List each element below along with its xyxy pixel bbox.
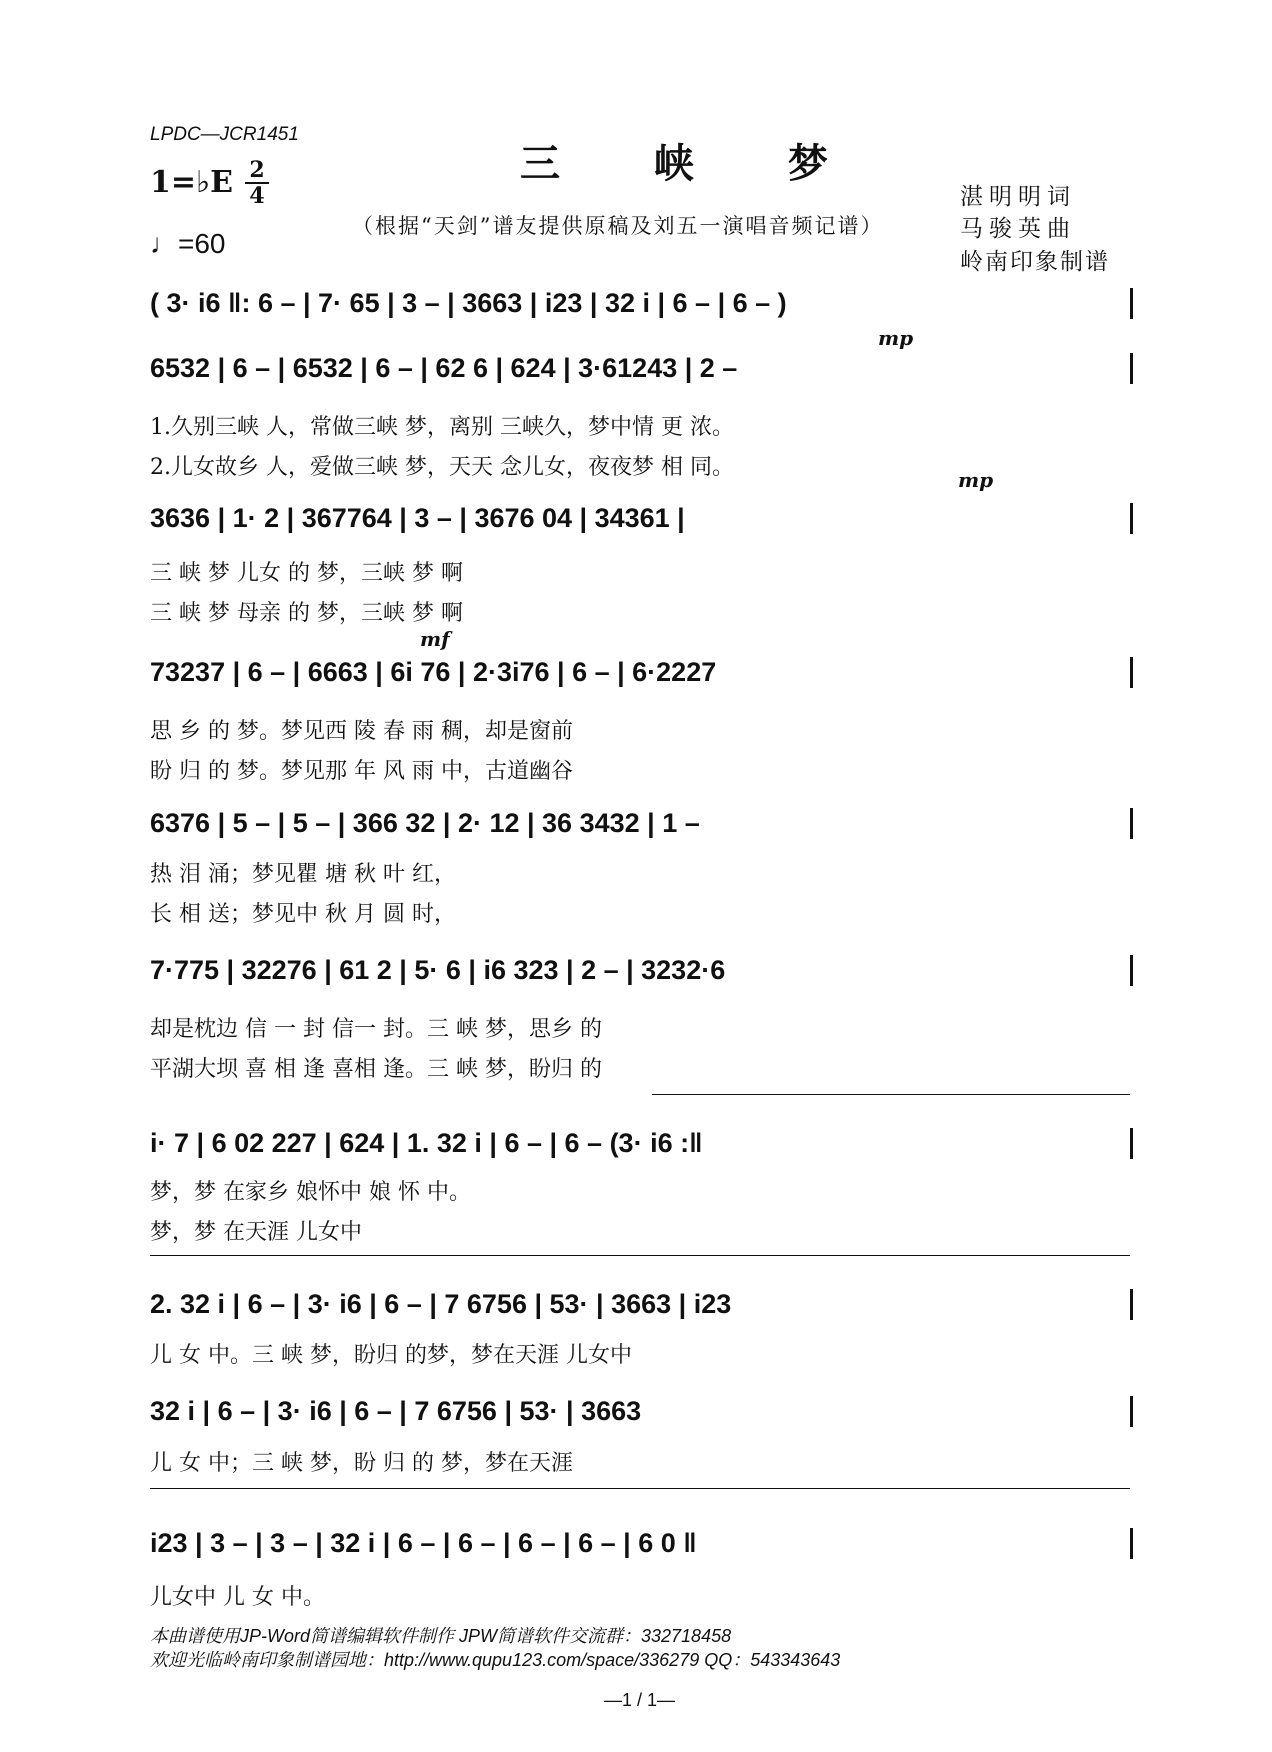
arranger-credit: 岭南印象制谱 xyxy=(960,249,1110,275)
lyric-line-verse2: 平湖大坝 喜 相 逢 喜相 逢。三 峡 梦，盼归 的 xyxy=(150,1057,602,1082)
lyric-line-verse1: 热 泪 涌；梦见瞿 塘 秋 叶 红， xyxy=(150,862,456,887)
song-title: 三 峡 梦 xyxy=(520,140,868,187)
lyricist-credit: 湛明明词 xyxy=(960,184,1076,210)
lyric-line-verse1: 思 乡 的 梦。梦见西 陵 春 雨 稠，却是窗前 xyxy=(150,719,573,744)
lyric-line-verse2: 盼 归 的 梦。梦见那 年 风 雨 中，古道幽谷 xyxy=(150,759,573,784)
score-line-5: 6376 | 5 – | 5 – | 366 32 | 2· 12 | 36 3432 | 1 – xyxy=(150,808,1133,839)
lyric-line-verse1: 三 峡 梦 儿女 的 梦，三峡 梦 啊 xyxy=(150,561,463,586)
lyric-line-verse1: 1.久别三峡 人，常做三峡 梦，离别 三峡久，梦中情 更 浓。 xyxy=(150,415,734,440)
lyric-line-verse2: 三 峡 梦 母亲 的 梦，三峡 梦 啊 xyxy=(150,601,463,626)
dynamic-mark-mp: mp xyxy=(878,326,914,350)
composer-credit: 马骏英曲 xyxy=(960,216,1076,242)
page-number: —1 / 1— xyxy=(604,1690,676,1710)
score-line-6: 7·775 | 32276 | 61 2 | 5· 6 | i6 323 | 2 – | 3232·6 xyxy=(150,955,1133,986)
score-line-3: 3636 | 1· 2 | 367764 | 3 – | 3676 04 | 34361 | xyxy=(150,503,1133,534)
time-signature-bottom: 4 xyxy=(245,182,269,208)
coda-bracket xyxy=(150,1488,1130,1489)
footer-website-note: 欢迎光临岭南印象制谱园地：http://www.qupu123.com/space/336279 QQ：543343643 xyxy=(150,1650,841,1670)
score-line-1: ( 3· i6 ‖: 6 – | 7· 65 | 3 – | 3663 | i23 | 32 i | 6 – | 6 – ) xyxy=(150,288,1133,319)
lyric-line: 儿 女 中。三 峡 梦，盼归 的梦，梦在天涯 儿女中 xyxy=(150,1343,632,1368)
lyric-line-verse1: 梦，梦 在家乡 娘怀中 娘 怀 中。 xyxy=(150,1180,471,1205)
volta-bracket-1 xyxy=(652,1094,1130,1095)
lyric-line-verse1: 却是枕边 信 一 封 信一 封。三 峡 梦，思乡 的 xyxy=(150,1017,602,1042)
subtitle-note: （根据“天剑”谱友提供原稿及刘五一演唱音频记谱） xyxy=(352,214,884,238)
dynamic-mark-mp: mp xyxy=(958,468,994,492)
time-signature xyxy=(245,158,269,208)
score-line-10: i23 | 3 – | 3 – | 32 i | 6 – | 6 – | 6 – | 6 – | 6 0 ‖ xyxy=(150,1528,1133,1559)
score-line-9: 32 i | 6 – | 3· i6 | 6 – | 7 6756 | 53· | 3663 xyxy=(150,1396,1133,1427)
lyric-line-verse2: 长 相 送；梦见中 秋 月 圆 时， xyxy=(150,902,456,927)
volta-bracket-2 xyxy=(150,1255,1130,1256)
time-signature-top: 2 xyxy=(249,157,265,183)
score-line-4: 73237 | 6 – | 6663 | 6i 76 | 2·3i76 | 6 – | 6·2227 xyxy=(150,657,1133,688)
lyric-line-verse2: 2.儿女故乡 人，爱做三峡 梦，天天 念儿女，夜夜梦 相 同。 xyxy=(150,455,734,480)
lyric-line: 儿 女 中；三 峡 梦，盼 归 的 梦，梦在天涯 xyxy=(150,1451,573,1476)
catalog-code: LPDC—JCR1451 xyxy=(150,124,299,145)
tempo-marking: ♩=60 xyxy=(150,228,226,259)
lyric-line: 儿女中 儿 女 中。 xyxy=(150,1585,325,1610)
footer-software-note: 本曲谱使用JP-Word简谱编辑软件制作 JPW简谱软件交流群：332718458 xyxy=(150,1626,732,1646)
score-line-8: 2. 32 i | 6 – | 3· i6 | 6 – | 7 6756 | 53· | 3663 | i23 xyxy=(150,1289,1133,1320)
score-line-2: 6532 | 6 – | 6532 | 6 – | 62 6 | 624 | 3·61243 | 2 – xyxy=(150,353,1133,384)
lyric-line-verse2: 梦，梦 在天涯 儿女中 xyxy=(150,1220,362,1245)
key-signature: 1=♭E xyxy=(150,165,234,200)
dynamic-mark-mf: mf xyxy=(420,627,450,651)
score-line-7: i· 7 | 6 02 227 | 624 | 1. 32 i | 6 – | 6 – (3· i6 :‖ xyxy=(150,1128,1133,1159)
